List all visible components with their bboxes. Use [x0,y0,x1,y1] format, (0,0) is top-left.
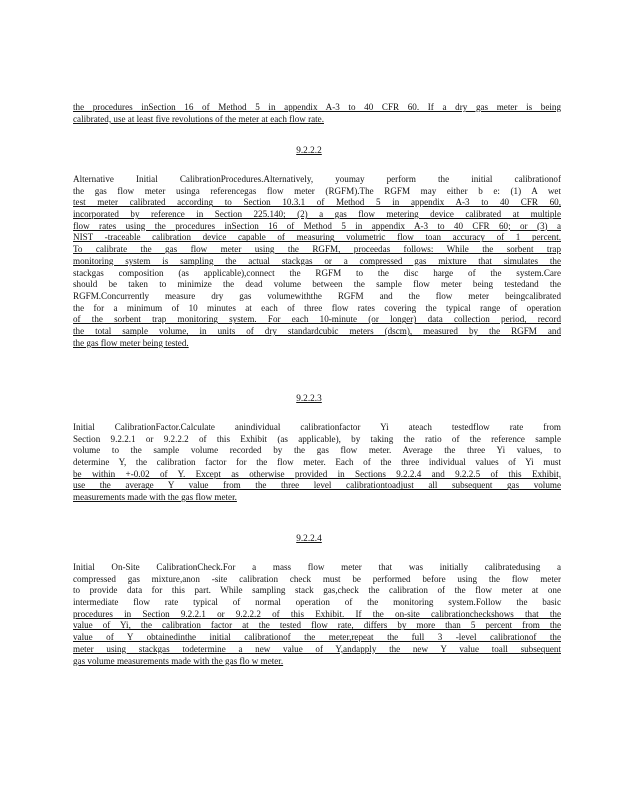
text-line: monitoring system is sampling the actual stackgas or a compressed gas mixture that simulates the [73,255,561,266]
text-line: intermediate flow rate typical of normal operation of the monitoring system.Follow the basic [73,597,561,608]
paragraph-continuation [73,102,561,125]
text-line: should be taken to minimize the dead volume between the sample flow meter being testedand the [73,279,561,290]
section-number: 9.2.2.2 [296,146,322,156]
text-line: volume to the sample volume recorded by the gas flow meter. Average the three Yi values, to [73,445,561,456]
text-line: RGFM.Concurrently measure dry gas volumewiththe RGFM and the flow meter beingcalibrated [73,290,561,301]
text-line: the gas flow meter usinga referencegas flow meter (RGFM).The RGFM may either b e: (1) A wet [73,185,561,196]
text-line: the for a minimum of 10 minutes at each of three flow rates covering the typical range of operation [73,302,561,313]
text-line: stackgas composition (as applicable),connect the RGFM to the disc harge of the system.Care [73,267,561,278]
text-line: meter using stackgas todetermine a new value of Y,andapply the new Y value toall subsequent [73,643,561,654]
text-line: the gas flow meter being tested. [73,337,189,348]
text-line: calibrated, use at least five revolutions of the meter at each flow rate. [73,113,324,124]
text-line: value of Yi, the calibration factor at the tested flow rate, differs by more than 5 percent from the [73,620,561,631]
text-line: value of Y obtainedinthe initial calibrationof the meter,repeat the full 3 -level calibrationof the [73,632,561,643]
text-line: gas volume measurements made with the gas flo w meter. [73,655,284,666]
paragraph-initial-onsite-calibration-check [73,562,561,667]
text-line: NIST -traceable calibration device capable of measuring volumetric flow toan accuracy of 1 percent. [73,232,561,243]
section-number: 9.2.2.3 [296,394,322,404]
text-line: Section 9.2.2.1 or 9.2.2.2 of this Exhibit (as applicable), by taking the ratio of the reference sample [73,433,561,444]
text-line: be within +-0.02 of Y. Except as otherwise provided in Sections 9.2.2.4 and 9.2.2.5 of this Exhibit, [73,468,561,479]
paragraph-initial-calibration-factor [73,422,561,504]
section-heading-9-2-2-3 [0,393,618,405]
text-line: Initial CalibrationFactor.Calculate anindividual calibrationfactor Yi ateach testedflow rate from [73,422,561,432]
text-line: use the average Y value from the three level calibrationtoadjust all subsequent gas volume [73,480,561,491]
text-line: of the sorbent trap monitoring system. For each 10-minute (or longer) data collection period, record [73,314,561,325]
text-line: the total sample volume, in units of dry standardcubic meters (dscm), measured by the RGFM and [73,325,561,336]
text-line: incorporated by reference in Section 225.140; (2) a gas flow metering device calibrated at multiple [73,209,561,220]
section-heading-9-2-2-4 [0,533,618,545]
section-number: 9.2.2.4 [296,534,322,544]
text-line: Initial On-Site CalibrationCheck.For a mass flow meter that was initially calibratedusing a [73,562,561,572]
text-line: measurements made with the gas flow meter. [73,492,237,503]
text-line: to provide data for this part. While sampling stack gas,check the calibration of the flow meter at one [73,585,561,596]
text-line: compressed gas mixture,anon -site calibration check must be performed before using the flow meter [73,573,561,584]
text-line: the procedures inSection 16 of Method 5 in appendix A-3 to 40 CFR 60. If a dry gas meter is being [73,102,561,112]
text-line: test meter calibrated according to Section 10.3.1 of Method 5 in appendix A-3 to 40 CFR 60, [73,197,561,208]
text-line: To calibrate the gas flow meter using the RGFM, proceedas follows: While the sorbent trap [73,244,561,255]
text-line: procedures in Section 9.2.2.1 or 9.2.2.2 of this Exhibit. If the on-site calibrationcheckshows that the [73,608,561,619]
section-heading-9-2-2-2 [0,145,618,157]
text-line: flow rates using the procedures inSection 16 of Method 5 in appendix A-3 to 40 CFR 60; or (3) a [73,220,561,231]
paragraph-alternative-initial-calibration [73,174,561,349]
text-line: Alternative Initial CalibrationProcedures.Alternatively, youmay perform the initial calibrationof [73,174,561,184]
text-line: determine Y, the calibration factor for the flow meter. Each of the three individual values of Yi must [73,457,561,468]
